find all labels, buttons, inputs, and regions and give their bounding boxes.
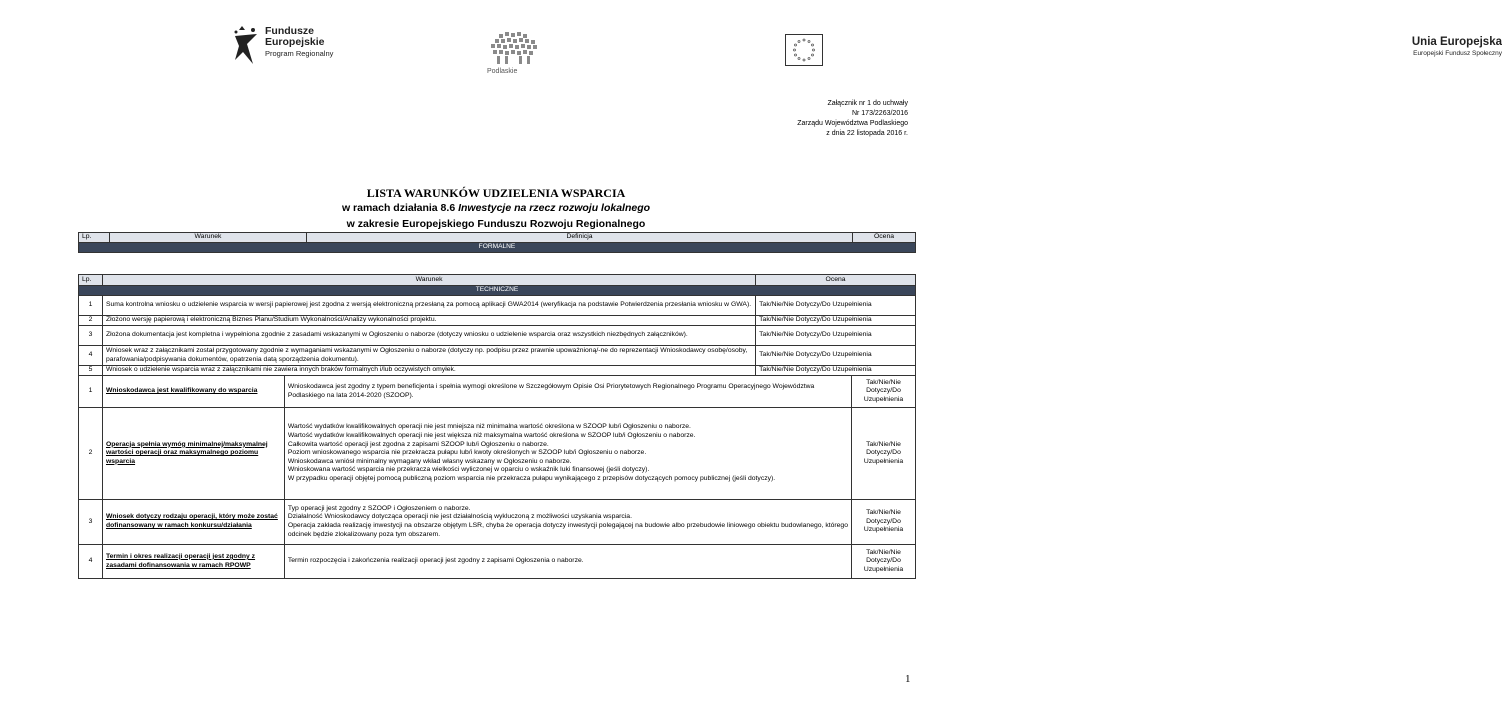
- criterion-row: [79, 376, 916, 408]
- definition-line: Wnioskodawca wniósł minimalny wymagany wkład własny wskazany w Ogłoszeniu o naborze.: [287, 457, 572, 465]
- criterion-definicja: [284, 500, 851, 545]
- fe-line3: Program Regionalny: [265, 49, 334, 58]
- row-text: Złożona dokumentacja jest kompletna i wypełniona zgodnie z zasadami wskazanymi w Ogłoszeniu o naborze (dotyczy wniosku o udzielenie wsparcia oraz wszystkich niezbędnych załączników).: [102, 326, 755, 346]
- attachment-line: Zarządu Województwa Podlaskiego: [797, 120, 908, 127]
- row-text: Wniosek wraz z załącznikami został przygotowany zgodnie z wymaganiami wskazanymi w Ogłoszeniu o naborze (dotyczy np. podpisu przez prawnie upoważnioną/-ne do reprezentacji Wnioskodawcy osobę/osoby, parafowania/podpisywania dokumentów, opatrzenia datą sporządzenia dokumentu).: [102, 346, 755, 366]
- col-ocena: Ocena: [756, 275, 916, 286]
- criterion-row: [79, 545, 916, 579]
- bison-icon: [477, 30, 547, 68]
- criterion-warunek: Wniosek dotyczy rodzaju operacji, który może zostać dofinansowany w ramach konkursu/działania: [102, 500, 284, 545]
- row-ocena: Tak/Nie/Nie Dotyczy/Do Uzupełnienia: [756, 316, 916, 326]
- definition-line: Całkowita wartość operacji jest zgodna z zapisami SZOOP lub/i Ogłoszeniu o naborze.: [287, 440, 549, 448]
- table-row: [79, 296, 916, 316]
- subtitle-prefix: w ramach działania 8.6: [341, 202, 459, 214]
- definition-line: Wnioskowana wartość wsparcia nie przekracza wielkości wyliczonej w oparciu o wskaźnik luki finansowej (jeśli dotyczy).: [287, 466, 650, 474]
- podlaskie-label: Podlaskie: [487, 68, 518, 75]
- ue-line2: Europejski Fundusz Społeczny: [1413, 50, 1502, 57]
- criterion-ocena: Tak/Nie/Nie Dotyczy/Do Uzupełnienia: [852, 376, 916, 408]
- eu-flag-icon: [785, 34, 823, 66]
- criterion-lp: 4: [79, 545, 103, 579]
- document-title: LISTA WARUNKÓW UDZIELENIA WSPARCIA: [366, 186, 626, 200]
- ue-line1: Unia Europejska: [1411, 36, 1502, 48]
- definition-line: Wartość wydatków kwalifikowalnych operacji nie jest większa niż maksymalna wartość określona w SZOOP lub/i Ogłoszeniu o naborze.: [287, 432, 696, 440]
- col-definicja: Definicja: [307, 233, 853, 243]
- row-lp: 2: [79, 316, 103, 326]
- row-lp: 1: [79, 296, 103, 316]
- definition-line: Wnioskodawca jest zgodny z typem beneficjenta i spełnia wymogi określone w Szczegółowym Opisie Osi Priorytetowych Regionalnego Programu Operacyjnego Województwa Podlaskiego na lata 2014-2020 (SZOOP).: [287, 382, 815, 399]
- row-text: Suma kontrolna wniosku o udzielenie wsparcia w wersji papierowej jest zgodna z wersją elektroniczną przesłaną za pomocą aplikacji GWA2014 (weryfikacja na podstawie Potwierdzenia przesłania wniosku w GWA).: [102, 296, 755, 316]
- criterion-lp: 1: [79, 376, 103, 408]
- criterion-row: [79, 500, 916, 545]
- definition-line: Termin rozpoczęcia i zakończenia realizacji operacji jest zgodny z zapisami Ogłoszenia o naborze.: [287, 557, 584, 565]
- criterion-definicja: [284, 408, 851, 500]
- definition-line: Działalność Wnioskodawcy dotycząca operacji nie jest działalnością wykluczoną z możliwości uzyskania wsparcia.: [287, 513, 632, 521]
- row-ocena: Tak/Nie/Nie Dotyczy/Do Uzupełnienia: [756, 346, 916, 366]
- col-lp: Lp.: [79, 275, 103, 286]
- technical-table: [78, 274, 916, 579]
- criterion-ocena: Tak/Nie/Nie Dotyczy/Do Uzupełnienia: [852, 500, 916, 545]
- criterion-ocena: Tak/Nie/Nie Dotyczy/Do Uzupełnienia: [852, 545, 916, 579]
- col-ocena: Ocena: [853, 233, 916, 243]
- document-subtitle-2: w zakresie Europejskiego Funduszu Rozwoju Regionalnego: [346, 218, 646, 230]
- row-lp: 4: [79, 346, 103, 366]
- section-techniczne: TECHNICZNE: [79, 286, 916, 296]
- attachment-line: Załącznik nr 1 do uchwały: [827, 100, 908, 107]
- table-row: [79, 326, 916, 346]
- criterion-definicja: [284, 376, 851, 408]
- definition-line: Typ operacji jest zgodny z SZOOP i Ogłoszeniem o naborze.: [287, 504, 471, 512]
- table-row: [79, 366, 916, 376]
- criterion-lp: 2: [79, 408, 103, 500]
- fundusze-europejskie-logo: [233, 26, 333, 66]
- criterion-warunek: Wnioskodawca jest kwalifikowany do wsparcia: [102, 376, 284, 408]
- row-ocena: Tak/Nie/Nie Dotyczy/Do Uzupełnienia: [756, 326, 916, 346]
- section-formalne: FORMALNE: [79, 243, 916, 253]
- col-warunek: Warunek: [110, 233, 307, 243]
- col-warunek: Warunek: [102, 275, 755, 286]
- row-text: Wniosek o udzielenie wsparcia wraz z załącznikami nie zawiera innych braków formalnych i/lub oczywistych omyłek.: [102, 366, 755, 376]
- attachment-line: z dnia 22 listopada 2016 r.: [826, 130, 908, 137]
- formal-header-table: [78, 232, 916, 253]
- criterion-lp: 3: [79, 500, 103, 545]
- document-subtitle-1: [0, 202, 992, 214]
- criterion-warunek: Termin i okres realizacji operacji jest zgodny z zasadami dofinansowania w ramach RPOWP: [102, 545, 284, 579]
- attachment-line: Nr 173/2263/2016: [851, 110, 908, 117]
- criterion-definicja: [284, 545, 851, 579]
- page-number: 1: [905, 673, 911, 685]
- ue-logo-text: [664, 36, 1502, 57]
- table-row: [79, 316, 916, 326]
- definition-line: Poziom wnioskowanego wsparcia nie przekracza pułapu lub/i kwoty określonych w SZOOP lub/i Ogłoszeniu o naborze.: [287, 449, 647, 457]
- definition-line: W przypadku operacji objętej pomocą publiczną poziom wsparcia nie przekracza pułapu wynikającego z przepisów dotyczących pomocy publicznej (jeśli dotyczy).: [287, 474, 776, 482]
- row-lp: 5: [79, 366, 103, 376]
- attachment-note: [797, 99, 908, 139]
- criterion-warunek: Operacja spełnia wymóg minimalnej/maksymalnej wartości operacji oraz maksymalnego poziomu wsparcia: [102, 408, 284, 500]
- definition-line: Operacja zakłada realizację inwestycji na obszarze objętym LSR, chyba że operacja dotyczy inwestycji polegającej na budowie albo przebudowie liniowego obiektu budowlanego, którego odcinek będzie zlokalizowany poza tym obszarem.: [287, 522, 848, 538]
- podlaskie-logo: [477, 30, 547, 78]
- fe-star-icon: [233, 26, 259, 66]
- fe-line1: Fundusze: [265, 25, 314, 37]
- col-lp: Lp.: [79, 233, 110, 243]
- definition-line: Wartość wydatków kwalifikowalnych operacji nie jest mniejsza niż minimalna wartość określona w SZOOP lub/i Ogłoszeniu o naborze.: [287, 423, 691, 431]
- fe-line2: Europejskie: [265, 36, 325, 48]
- table-row: [79, 346, 916, 366]
- row-text: Złożono wersję papierową i elektroniczną Biznes Planu/Studium Wykonalności/Analizy wykonalności projektu.: [102, 316, 755, 326]
- criterion-ocena: Tak/Nie/Nie Dotyczy/Do Uzupełnienia: [852, 408, 916, 500]
- criterion-row: [79, 408, 916, 500]
- row-ocena: Tak/Nie/Nie Dotyczy/Do Uzupełnienia: [756, 366, 916, 376]
- row-lp: 3: [79, 326, 103, 346]
- row-ocena: Tak/Nie/Nie Dotyczy/Do Uzupełnienia: [756, 296, 916, 316]
- subtitle-italic: Inwestycje na rzecz rozwoju lokalnego: [458, 202, 651, 214]
